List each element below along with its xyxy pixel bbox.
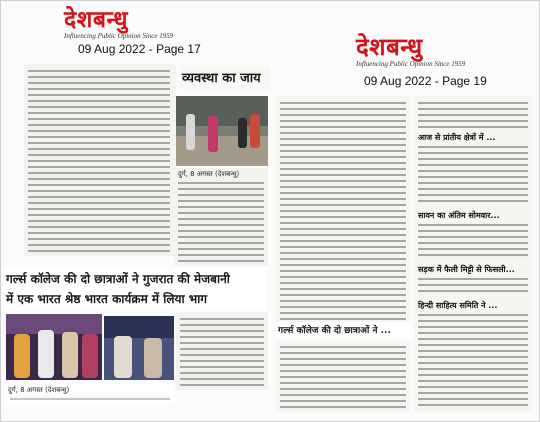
- article-text-bottom-right: [276, 340, 410, 412]
- news-photo-3: [104, 316, 174, 380]
- masthead-right: [356, 34, 465, 68]
- tagline: Influencing Public Opinion Since 1959: [64, 32, 174, 40]
- masthead-left: [64, 8, 173, 40]
- article-text-left: [24, 64, 176, 256]
- section-heading-4: हिन्दी साहित्य समिति ने ...: [418, 301, 498, 310]
- section-heading-3: सड़क में फैली मिट्टी से फिसली...: [418, 265, 515, 274]
- news-photo-1: [176, 96, 268, 166]
- brand-logo-right: देशबन्धु: [356, 32, 423, 61]
- section-heading-1: आज से प्रांतीय क्षेत्रों में ...: [418, 133, 496, 142]
- top-headline: व्यवस्था का जाय: [182, 71, 261, 86]
- article-column-right: [414, 96, 532, 412]
- bottom-headline: गर्ल्स कॉलेज की दो छात्राओं ने ...: [278, 326, 391, 336]
- headline-strip: [180, 66, 270, 90]
- article-text-right: [174, 168, 268, 266]
- article-text-main: [276, 96, 410, 324]
- tagline-right: Influencing Public Opinion Since 1959: [356, 60, 466, 68]
- main-headline-line1: गर्ल्स कॉलेज की दो छात्राओं ने गुजरात की मेजबानी: [6, 272, 230, 286]
- dateline-2: दुर्ग, 8 अगस्त (देशबन्धु): [8, 386, 70, 394]
- dateline: दुर्ग, 8 अगस्त (देशबन्धु): [178, 170, 240, 178]
- article-text-bottom: [176, 312, 268, 390]
- brand-logo: देशबन्धु: [64, 6, 129, 33]
- main-headline-line2: में एक भारत श्रेष्ठ भारत कार्यक्रम में लिया भाग: [6, 292, 208, 306]
- bottom-headline-block: [276, 322, 410, 338]
- section-heading-2: सावन का अंतिम सोमवार...: [418, 211, 500, 220]
- news-photo-2: [6, 314, 102, 380]
- photo-caption: [6, 384, 174, 404]
- page-label: 09 Aug 2022 - Page 17: [78, 42, 201, 56]
- page-label-right: 09 Aug 2022 - Page 19: [364, 74, 487, 88]
- main-headline-block: [4, 268, 266, 310]
